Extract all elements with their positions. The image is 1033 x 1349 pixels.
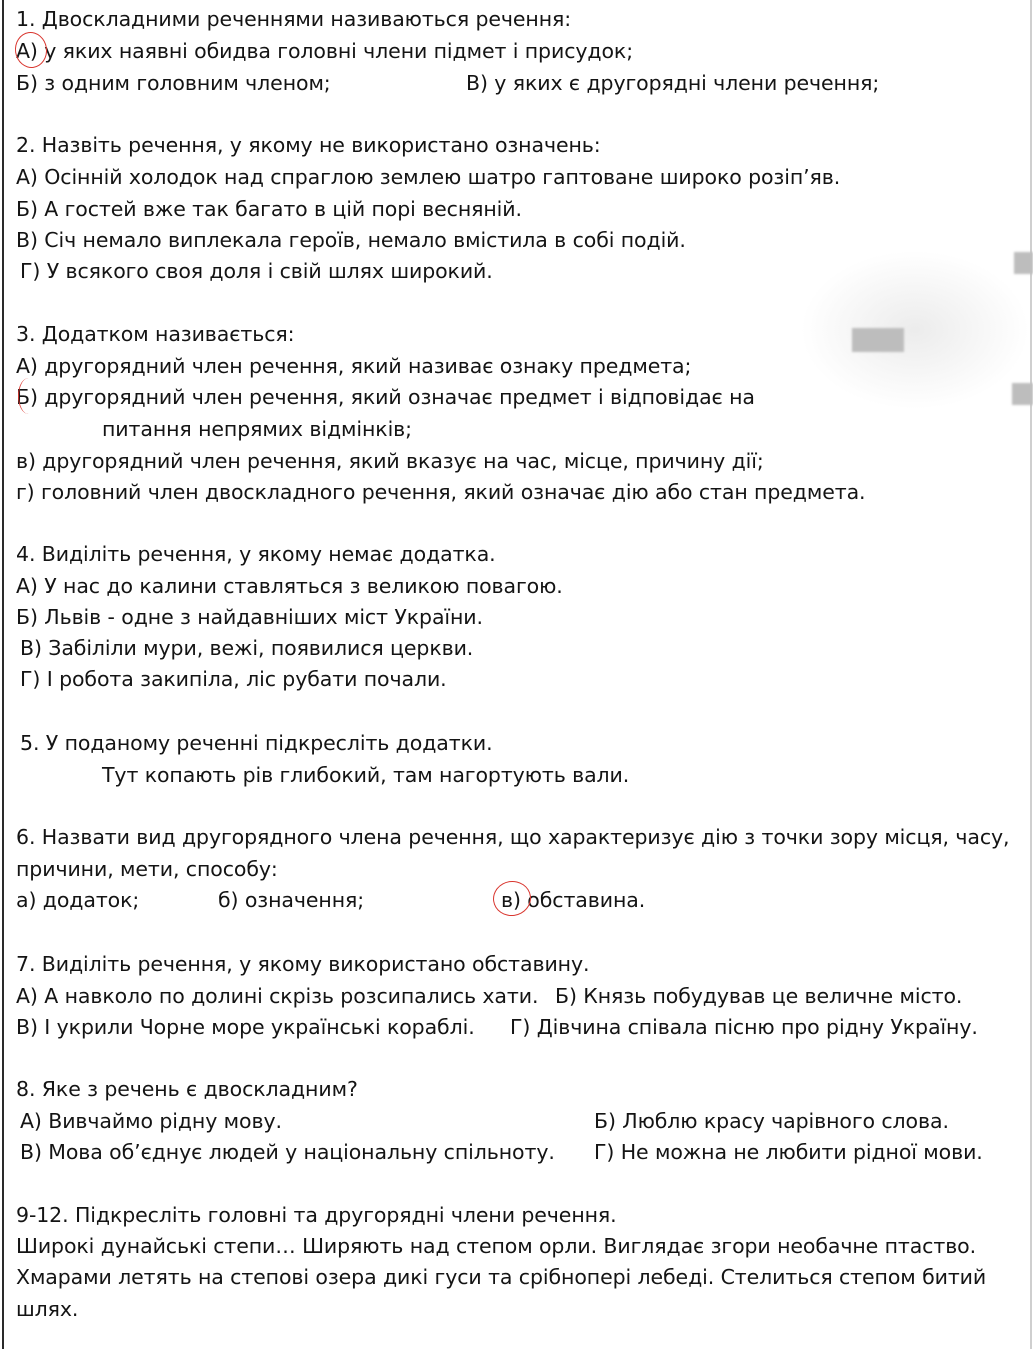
q2-option-d: Г) У всякого своя доля і свій шлях широкий.: [20, 259, 493, 283]
q1-option-c: В) у яких є другорядні члени речення;: [466, 71, 880, 95]
q1-option-a: А) у яких наявні обидва головні члени підмет і присудок;: [16, 39, 633, 63]
q5-sentence: Тут копають рів глибокий, там нагортують вали.: [102, 763, 630, 787]
q2-option-c: В) Січ немало виплекала героїв, немало вмістила в собі подій.: [16, 228, 686, 252]
q2-title: 2. Назвіть речення, у якому не використано означень:: [16, 133, 601, 157]
left-page-edge: [2, 0, 4, 1349]
q9-text-line-3: шлях.: [16, 1297, 79, 1321]
q1-title: 1. Двоскладними реченнями називаються речення:: [16, 7, 572, 31]
q7-option-b: Б) Князь побудував це величне місто.: [555, 984, 963, 1008]
q4-option-d: Г) І робота закипіла, ліс рубати почали.: [20, 667, 447, 691]
q8-title: 8. Яке з речень є двоскладним?: [16, 1077, 358, 1101]
q9-text-line-1: Широкі дунайські степи… Ширяють над степом орли. Виглядає згори необачне птаство.: [16, 1234, 977, 1258]
q6-option-a: а) додаток;: [16, 888, 140, 912]
answer-circle-q1: [13, 30, 50, 70]
q8-option-b: Б) Люблю красу чарівного слова.: [594, 1109, 949, 1133]
q8-option-d: Г) Не можна не любити рідної мови.: [594, 1140, 983, 1164]
blurred-mark: [1014, 252, 1033, 274]
q3-option-b: Б) другорядний член речення, який означає предмет і відповідає на: [16, 385, 755, 409]
blurred-mark: [1012, 383, 1033, 405]
q3-option-c: в) другорядний член речення, який вказує на час, місце, причину дії;: [16, 449, 764, 473]
q3-title: 3. Додатком називається:: [16, 322, 295, 346]
q3-option-a: А) другорядний член речення, який називає ознаку предмета;: [16, 354, 692, 378]
q7-title: 7. Виділіть речення, у якому використано обставину.: [16, 952, 590, 976]
q7-option-a: А) А навколо по долині скрізь розсипались хати.: [16, 984, 539, 1008]
q3-option-d: г) головний член двоскладного речення, який означає дію або стан предмета.: [16, 480, 866, 504]
q7-option-d: Г) Дівчина співала пісню про рідну Україну.: [510, 1015, 978, 1039]
q9-text-line-2: Хмарами летять на степові озера дикі гуси та срібнопері лебеді. Стелиться степом битий: [16, 1265, 987, 1289]
q9-title: 9-12. Підкресліть головні та другорядні члени речення.: [16, 1203, 617, 1227]
q6-title-continuation: причини, мети, способу:: [16, 857, 278, 881]
q4-option-c: В) Забіліли мури, вежі, появилися церкви.: [20, 636, 474, 660]
q6-option-c: в) обставина.: [501, 888, 646, 912]
q4-title: 4. Виділіть речення, у якому немає додатка.: [16, 542, 496, 566]
q6-option-b: б) означення;: [218, 888, 365, 912]
q4-option-a: А) У нас до калини ставляться з великою повагою.: [16, 574, 563, 598]
q8-option-c: В) Мова об’єднує людей у національну спільноту.: [20, 1140, 555, 1164]
q5-title: 5. У поданому реченні підкресліть додатки.: [20, 731, 493, 755]
right-page-edge: [1030, 0, 1032, 1349]
q2-option-b: Б) А гостей вже так багато в цій порі весняній.: [16, 197, 522, 221]
q6-title: 6. Назвати вид другорядного члена речення, що характеризує дію з точки зору місця, часу,: [16, 825, 1010, 849]
answer-arc-q3: [18, 378, 39, 414]
photo-glare: [800, 250, 1030, 410]
q3-option-b-continuation: питання непрямих відмінків;: [102, 417, 412, 441]
q4-option-b: Б) Львів - одне з найдавніших міст України.: [16, 605, 483, 629]
blurred-mark: [852, 328, 904, 352]
q8-option-a: А) Вивчаймо рідну мову.: [20, 1109, 282, 1133]
q2-option-a: А) Осінній холодок над спраглою землею шатро гаптоване широко розіп’яв.: [16, 165, 841, 189]
q7-option-c: В) І укрили Чорне море українські кораблі.: [16, 1015, 475, 1039]
q1-option-b: Б) з одним головним членом;: [16, 71, 331, 95]
